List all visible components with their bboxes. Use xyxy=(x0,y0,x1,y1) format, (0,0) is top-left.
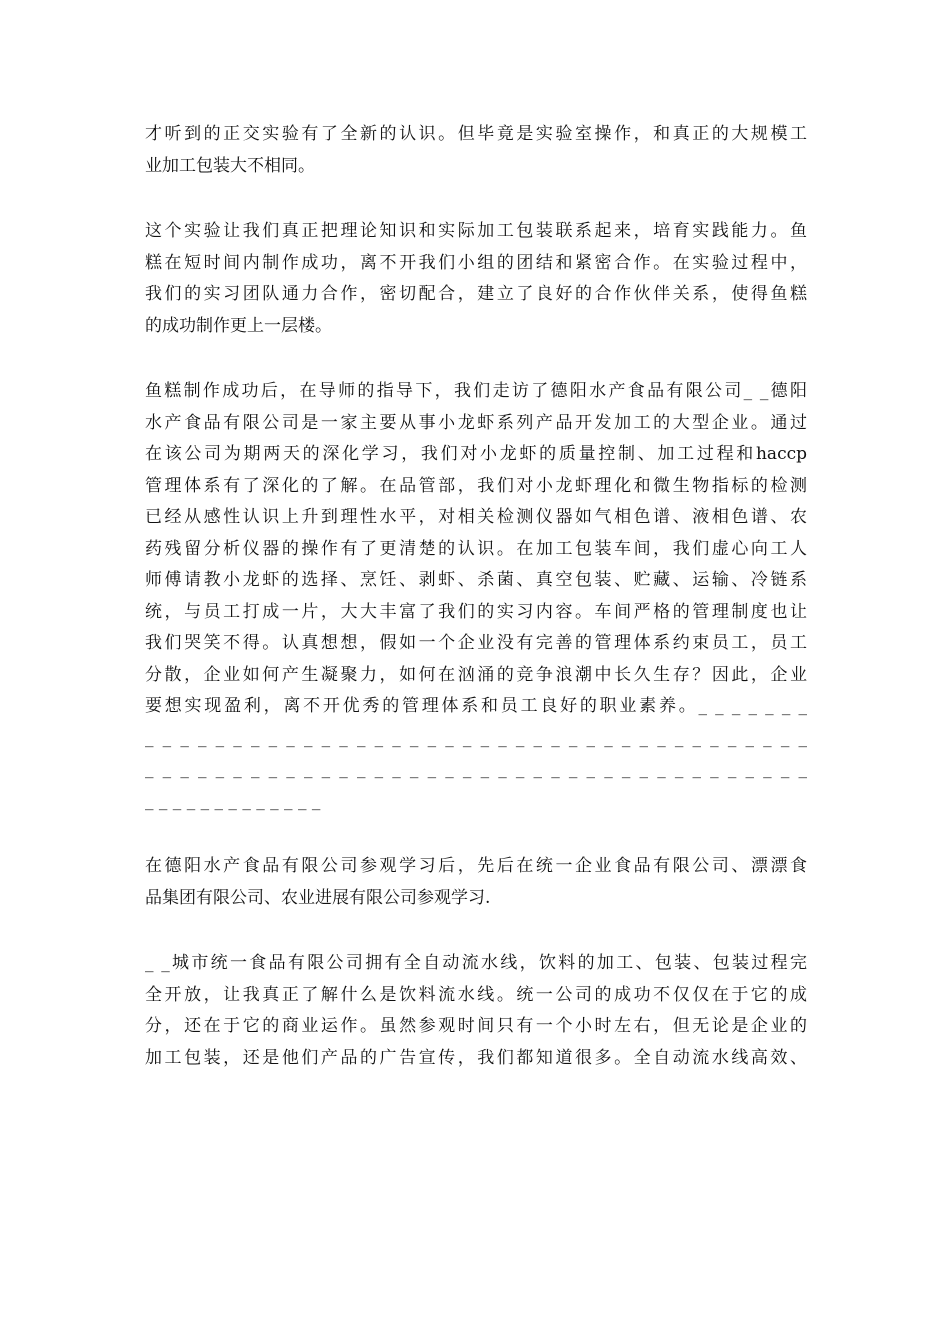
text-line: 品集团有限公司、农业进展有限公司参观学习. xyxy=(145,887,491,908)
text-line: 在该公司为期两天的深化学习，我们对小龙虾的质量控制、加工过程和haccp xyxy=(145,444,807,464)
paragraph-5 xyxy=(145,948,807,1074)
text-line: 我们的实习团队通力合作，密切配合，建立了良好的合作伙伴关系，使得鱼糕 xyxy=(145,284,807,304)
text-line: 加工包装，还是他们产品的广告宣传，我们都知道很多。全自动流水线高效、 xyxy=(145,1047,807,1068)
text-line: _ _ _ _ _ _ _ _ _ _ _ _ _ _ _ _ _ _ _ _ _ _ _ _ _ _ _ _ _ _ _ _ _ _ _ _ _ _ xyxy=(145,727,807,748)
text-line: 管理体系有了深化的了解。在品管部，我们对小龙虾理化和微生物指标的检测 xyxy=(145,475,807,496)
text-line: 已经从感性认识上升到理性水平，对相关检测仪器如气相色谱、液相色谱、农 xyxy=(145,507,807,527)
text-line: 我们哭笑不得。认真想想，假如一个企业没有完善的管理体系约束员工，员工 xyxy=(145,633,807,653)
text-line: 业加工包装大不相同。 xyxy=(145,155,315,176)
text-line: 鱼糕制作成功后，在导师的指导下，我们走访了德阳水产食品有限公司_ _德阳 xyxy=(145,381,807,401)
text-line: _ _ _ _ _ _ _ _ _ _ _ _ _ _ _ _ _ _ _ _ _ _ _ _ _ _ _ _ _ _ _ _ _ _ _ _ _ _ xyxy=(145,759,807,779)
document-body xyxy=(145,119,807,1108)
paragraph-4 xyxy=(145,851,807,914)
text-line: 全开放，让我真正了解什么是饮料流水线。统一公司的成功不仅仅在于它的成 xyxy=(145,984,807,1005)
text-line: 统，与员工打成一片，大大丰富了我们的实习内容。车间严格的管理制度也让 xyxy=(145,601,807,622)
text-line: 的成功制作更上一层楼。 xyxy=(145,315,332,336)
text-line: 药残留分析仪器的操作有了更清楚的认识。在加工包装车间，我们虚心向工人 xyxy=(145,538,807,559)
text-line: 糕在短时间内制作成功，离不开我们小组的团结和紧密合作。在实验过程中， xyxy=(145,252,807,273)
text-line: _ _城市统一食品有限公司拥有全自动流水线，饮料的加工、包装、包装过程完 xyxy=(145,953,807,973)
text-line: 水产食品有限公司是一家主要从事小龙虾系列产品开发加工的大型企业。通过 xyxy=(145,412,807,433)
text-line: 分，还在于它的商业运作。虽然参观时间只有一个小时左右，但无论是企业的 xyxy=(145,1016,807,1036)
paragraph-1 xyxy=(145,119,807,182)
paragraph-2 xyxy=(145,216,807,342)
text-line: 这个实验让我们真正把理论知识和实际加工包装联系起来，培育实践能力。鱼 xyxy=(145,221,807,241)
text-line: _ _ _ _ _ _ _ _ _ _ _ _ _ xyxy=(145,790,321,811)
text-line: 才听到的正交实验有了全新的认识。但毕竟是实验室操作，和真正的大规模工 xyxy=(145,124,807,144)
text-line: 师傅请教小龙虾的选择、烹饪、剥虾、杀菌、真空包装、贮藏、运输、冷链系 xyxy=(145,570,807,590)
paragraph-3 xyxy=(145,376,807,817)
text-line: 在德阳水产食品有限公司参观学习后，先后在统一企业食品有限公司、漂漂食 xyxy=(145,856,807,876)
text-line: 要想实现盈利，离不开优秀的管理体系和员工良好的职业素养。_ _ _ _ _ _ _ xyxy=(145,696,807,716)
text-line: 分散，企业如何产生凝聚力，如何在汹涌的竞争浪潮中长久生存？因此，企业 xyxy=(145,664,807,685)
